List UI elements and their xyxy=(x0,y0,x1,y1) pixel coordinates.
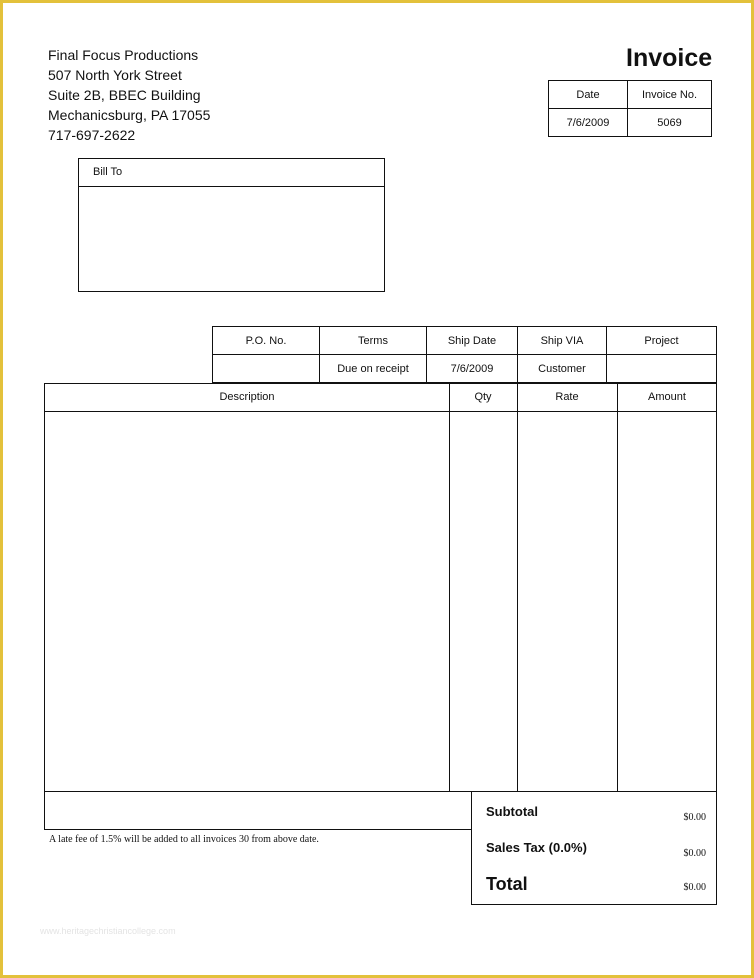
po-number-header: P.O. No. xyxy=(213,327,320,355)
totals-box xyxy=(471,791,717,905)
qty-column-divider xyxy=(449,384,450,791)
company-phone: 717-697-2622 xyxy=(48,127,136,143)
project-header: Project xyxy=(607,327,717,355)
rate-header: Rate xyxy=(555,391,579,403)
order-details-table xyxy=(212,326,717,383)
notes-box xyxy=(44,791,472,830)
bill-to-box xyxy=(78,158,385,292)
description-header: Description xyxy=(219,391,275,403)
qty-header: Qty xyxy=(474,391,492,403)
amount-header: Amount xyxy=(648,391,686,403)
company-address-block xyxy=(48,45,210,145)
sales-tax-value: $0.00 xyxy=(683,848,706,859)
amount-column-divider xyxy=(617,384,618,791)
company-address-line2: Suite 2B, BBEC Building xyxy=(48,87,201,103)
invoice-meta-table xyxy=(548,80,712,137)
invoice-number-header: Invoice No. xyxy=(628,81,712,109)
po-number-value xyxy=(213,355,320,383)
company-name: Final Focus Productions xyxy=(48,47,199,63)
sales-tax-label: Sales Tax (0.0%) xyxy=(486,840,587,855)
total-label: Total xyxy=(486,874,528,894)
company-city-line: Mechanicsburg, PA 17055 xyxy=(48,107,211,123)
company-address-line1: 507 North York Street xyxy=(48,67,182,83)
ship-via-header: Ship VIA xyxy=(518,327,607,355)
project-value xyxy=(607,355,717,383)
rate-column-divider xyxy=(517,384,518,791)
date-header: Date xyxy=(549,81,628,109)
invoice-title: Invoice xyxy=(626,44,713,72)
ship-date-header: Ship Date xyxy=(427,327,518,355)
line-items-table xyxy=(44,383,717,792)
terms-header: Terms xyxy=(320,327,427,355)
terms-value: Due on receipt xyxy=(320,355,427,383)
date-value: 7/6/2009 xyxy=(549,109,628,137)
total-value: $0.00 xyxy=(683,882,706,893)
ship-date-value: 7/6/2009 xyxy=(427,355,518,383)
ship-via-value: Customer xyxy=(518,355,607,383)
bill-to-label: Bill To xyxy=(79,159,384,187)
subtotal-label: Subtotal xyxy=(486,804,538,819)
watermark-text: www.heritagechristiancollege.com xyxy=(40,926,176,936)
invoice-number-value: 5069 xyxy=(628,109,712,137)
late-fee-note: A late fee of 1.5% will be added to all invoices 30 from above date. xyxy=(49,834,319,845)
header-divider xyxy=(45,411,716,412)
subtotal-value: $0.00 xyxy=(683,812,706,823)
